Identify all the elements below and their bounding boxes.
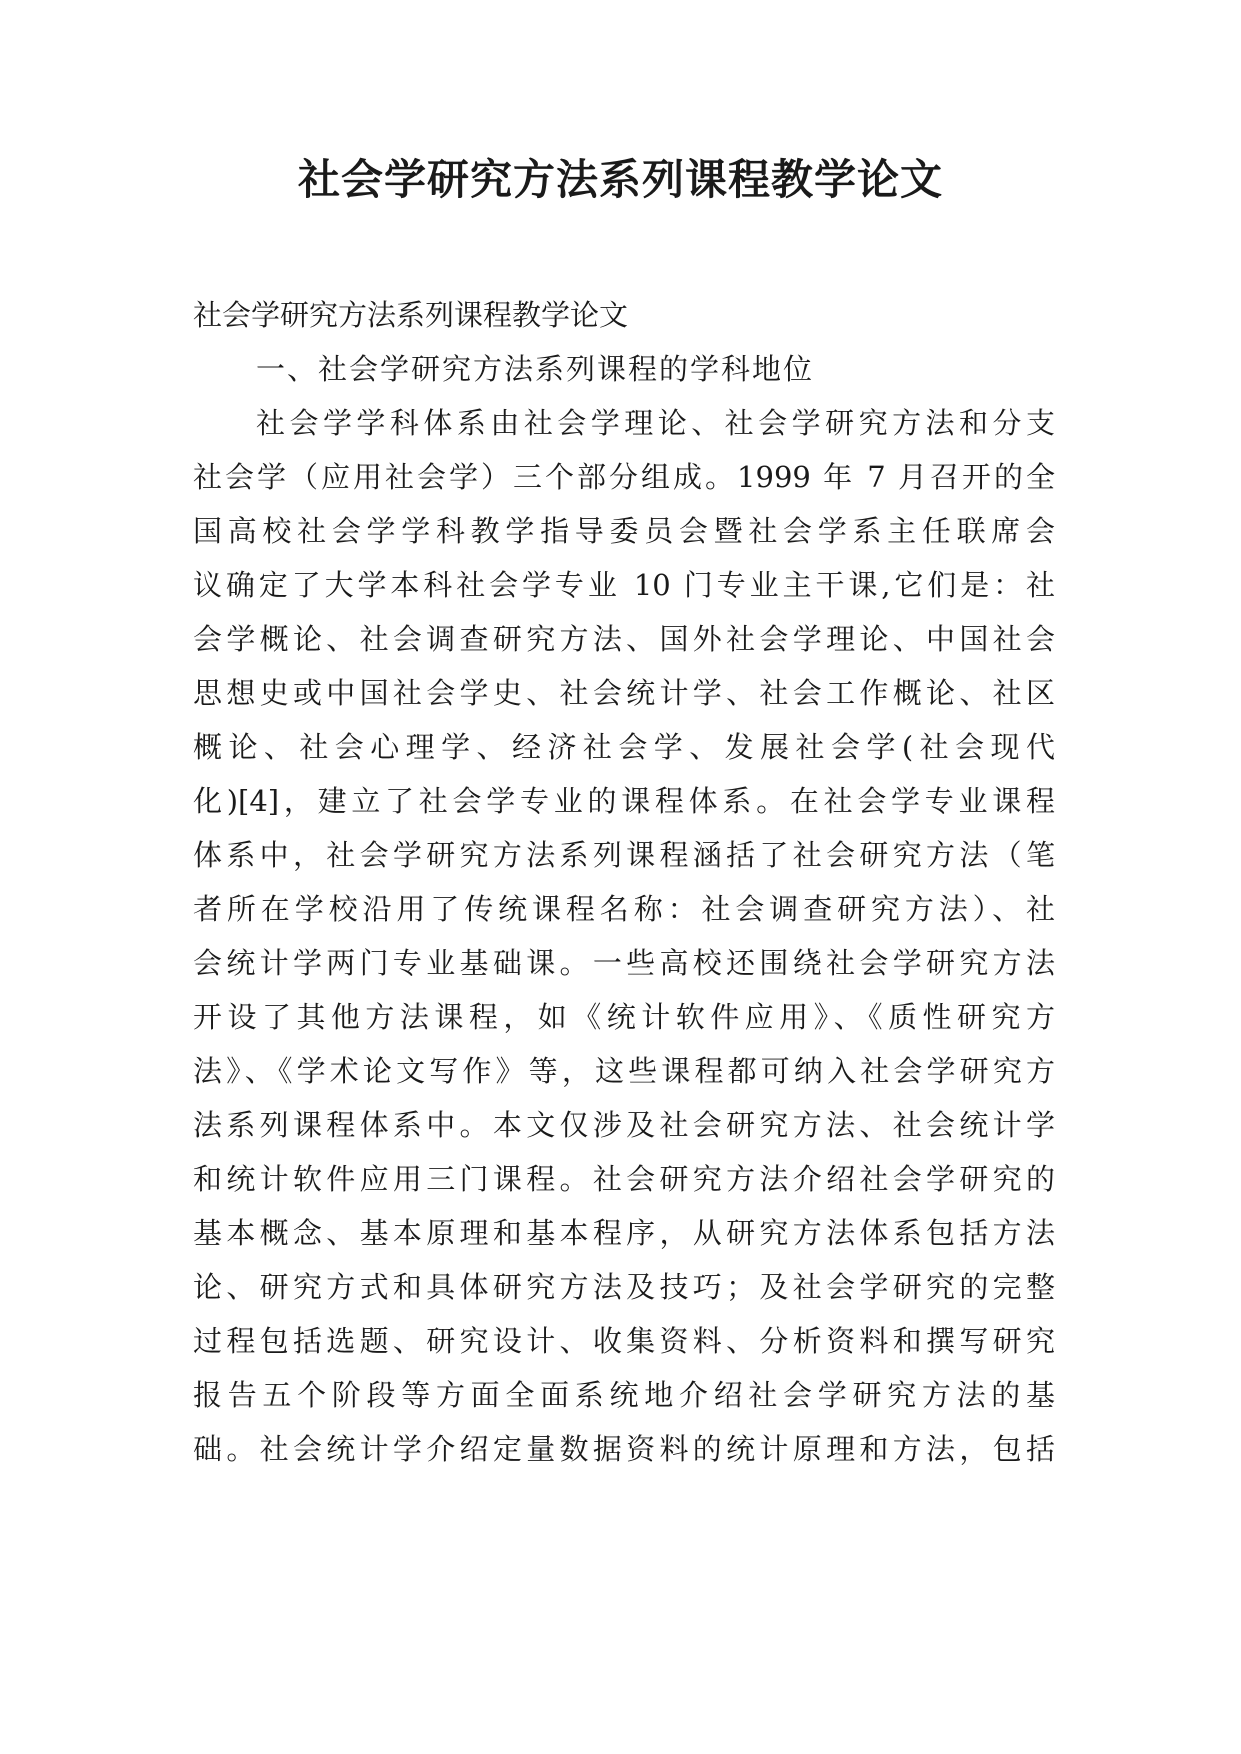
subtitle-line: 社会学研究方法系列课程教学论文 [193,298,629,332]
paragraph-line: 体系中，社会学研究方法系列课程涵括了社会研究方法（笔 [193,838,1055,872]
paragraph-line: 社会学学科体系由社会学理论、社会学研究方法和分支 [256,406,1055,440]
paragraph-line: 报告五个阶段等方面全面系统地介绍社会学研究方法的基 [193,1378,1055,1412]
paragraph-line: 会统计学两门专业基础课。一些高校还围绕社会学研究方法 [193,946,1055,980]
paragraph-line: 会学概论、社会调查研究方法、国外社会学理论、中国社会 [193,622,1055,656]
paragraph-line: 化)[4]，建立了社会学专业的课程体系。在社会学专业课程 [193,784,1055,818]
paragraph-line: 议确定了大学本科社会学专业 10 门专业主干课,它们是：社 [193,568,1055,602]
paragraph-line: 开设了其他方法课程，如《统计软件应用》、《质性研究方 [193,1000,1055,1034]
paragraph-line: 和统计软件应用三门课程。社会研究方法介绍社会学研究的 [193,1162,1055,1196]
document-title: 社会学研究方法系列课程教学论文 [297,155,943,204]
paragraph-line: 法系列课程体系中。本文仅涉及社会研究方法、社会统计学 [193,1108,1055,1142]
document-body [193,288,1055,1476]
paragraph-line: 社会学（应用社会学）三个部分组成。1999 年 7 月召开的全 [193,460,1055,494]
paragraph-line: 思想史或中国社会学史、社会统计学、社会工作概论、社区 [193,676,1055,710]
paragraph-line: 者所在学校沿用了传统课程名称：社会调查研究方法）、社 [193,892,1055,926]
section-heading: 一、社会学研究方法系列课程的学科地位 [256,352,815,386]
paragraph-line: 过程包括选题、研究设计、收集资料、分析资料和撰写研究 [193,1324,1055,1358]
paragraph-line: 础。社会统计学介绍定量数据资料的统计原理和方法，包括 [193,1432,1055,1466]
paragraph [193,396,1055,1476]
paragraph-line: 概论、社会心理学、经济社会学、发展社会学(社会现代 [193,730,1055,764]
paragraph-line: 国高校社会学学科教学指导委员会暨社会学系主任联席会 [193,514,1055,548]
paragraph-line: 基本概念、基本原理和基本程序，从研究方法体系包括方法 [193,1216,1055,1250]
paragraph-line: 法》、《学术论文写作》等，这些课程都可纳入社会学研究方 [193,1054,1055,1088]
paragraph-line: 论、研究方式和具体研究方法及技巧；及社会学研究的完整 [193,1270,1055,1304]
